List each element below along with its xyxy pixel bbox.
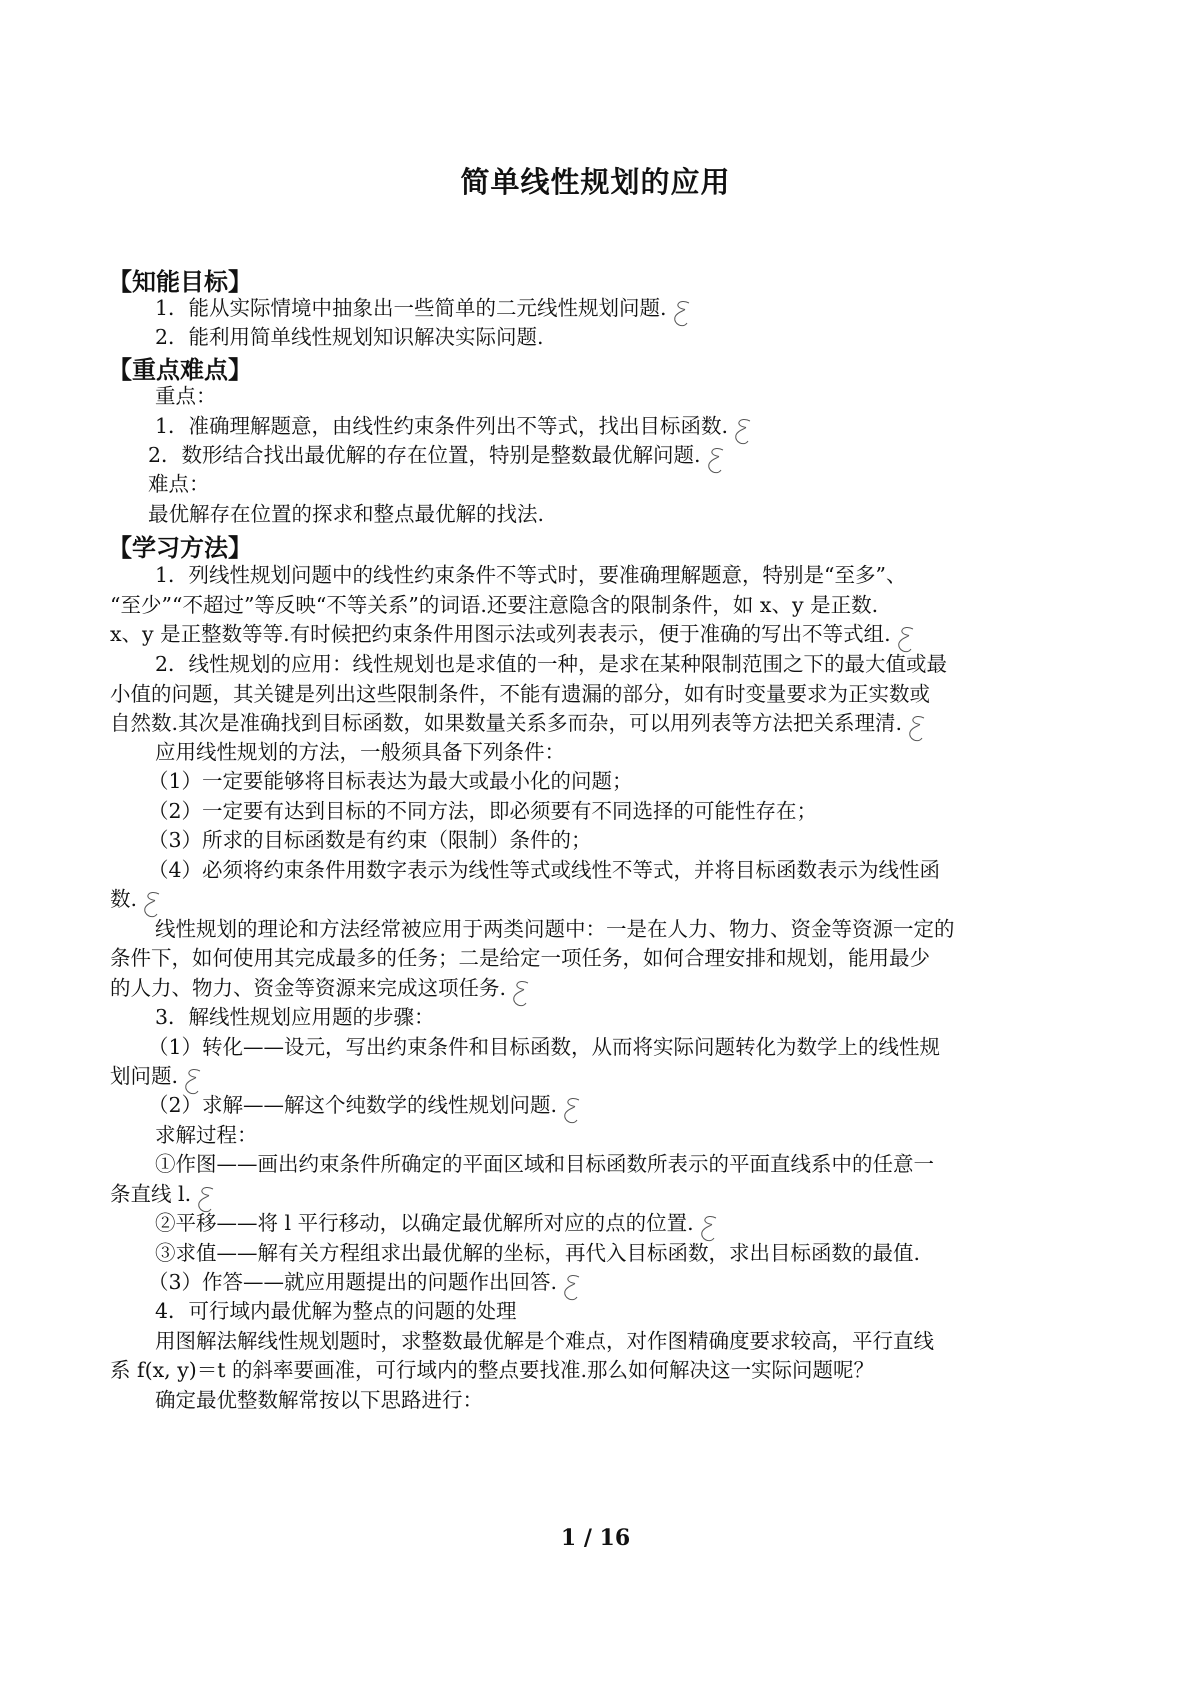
method-line: （4）必须将约束条件用数字表示为线性等式或线性不等式，并将目标函数表示为线性函 (148, 858, 941, 882)
goal-item: 1．能从实际情境中抽象出一些简单的二元线性规划问题. (155, 294, 693, 329)
method-line: 数. (110, 885, 163, 920)
curl-mark-icon (904, 714, 928, 744)
key-item: 2．数形结合找出最优解的存在位置，特别是整数最优解问题. (148, 441, 727, 476)
method-line: 4．可行域内最优解为整点的问题的处理 (155, 1299, 517, 1323)
method-line: ②平移——将 l 平行移动，以确定最优解所对应的点的位置. (155, 1209, 720, 1244)
difficult-label: 难点： (148, 472, 210, 496)
curl-mark-icon (703, 446, 727, 476)
method-line: ①作图——画出约束条件所确定的平面区域和目标函数所表示的平面直线系中的任意一 (155, 1152, 934, 1176)
curl-mark-icon (559, 1096, 583, 1126)
method-line: ③求值——解有关方程组求出最优解的坐标，再代入目标函数，求出目标函数的最值. (155, 1241, 921, 1265)
key-item: 1．准确理解题意，由线性约束条件列出不等式，找出目标函数. (155, 412, 754, 447)
section-heading-methods: 【学习方法】 (108, 534, 252, 562)
method-line: 条直线 l. (110, 1180, 217, 1215)
method-line: （1）一定要能够将目标表达为最大或最小化的问题； (148, 769, 633, 793)
method-line: “至少”“不超过”等反映“不等关系”的词语.还要注意隐含的限制条件，如 x、y 是正数. (110, 593, 879, 617)
method-line: 自然数.其次是准确找到目标函数，如果数量关系多而杂，可以用列表等方法把关系理清. (110, 709, 928, 744)
method-line: 3．解线性规划应用题的步骤： (155, 1005, 435, 1029)
curl-mark-icon (730, 417, 754, 447)
method-line: 确定最优整数解常按以下思路进行： (155, 1388, 483, 1412)
method-line: （3）作答——就应用题提出的问题作出回答. (148, 1268, 583, 1303)
method-line: 求解过程： (155, 1123, 258, 1147)
page-title: 简单线性规划的应用 (460, 165, 731, 199)
method-line: 划问题. (110, 1062, 204, 1097)
method-line: （2）一定要有达到目标的不同方法，即必须要有不同选择的可能性存在； (148, 799, 818, 823)
page-number: 1 / 16 (560, 1525, 631, 1551)
method-line: 系 f(x, y)＝t 的斜率要画准，可行域内的整点要找准.那么如何解决这一实际问题呢？ (110, 1358, 875, 1382)
difficult-text: 最优解存在位置的探求和整点最优解的找法. (148, 502, 545, 526)
method-line: 小值的问题，其关键是列出这些限制条件，不能有遗漏的部分，如有时变量要求为正实数或 (110, 682, 930, 706)
method-line: （3）所求的目标函数是有约束（限制）条件的； (148, 828, 592, 852)
section-heading-goals: 【知能目标】 (108, 268, 252, 296)
curl-mark-icon (669, 299, 693, 329)
method-line: 条件下，如何使用其完成最多的任务；二是给定一项任务，如何合理安排和规划，能用最少 (110, 946, 930, 970)
method-line: 线性规划的理论和方法经常被应用于两类问题中：一是在人力、物力、资金等资源一定的 (155, 917, 955, 941)
key-label: 重点： (155, 384, 217, 408)
curl-mark-icon (508, 979, 532, 1009)
method-line: 应用线性规划的方法，一般须具备下列条件： (155, 740, 565, 764)
method-line: x、y 是正整数等等.有时候把约束条件用图示法或列表表示，便于准确的写出不等式组. (110, 620, 917, 655)
method-line: 2．线性规划的应用：线性规划也是求值的一种，是求在某种限制范围之下的最大值或最 (155, 652, 948, 676)
section-heading-key-points: 【重点难点】 (108, 356, 252, 384)
method-line: （2）求解——解这个纯数学的线性规划问题. (148, 1091, 583, 1126)
curl-mark-icon (559, 1273, 583, 1303)
method-line: （1）转化——设元，写出约束条件和目标函数，从而将实际问题转化为数学上的线性规 (148, 1035, 941, 1059)
method-line: 用图解法解线性规划题时，求整数最优解是个难点，对作图精确度要求较高，平行直线 (155, 1329, 934, 1353)
method-line: 1．列线性规划问题中的线性约束条件不等式时，要准确理解题意，特别是“至多”、 (155, 563, 907, 587)
goal-item: 2．能利用简单线性规划知识解决实际问题. (155, 325, 544, 349)
method-line: 的人力、物力、资金等资源来完成这项任务. (110, 974, 532, 1009)
